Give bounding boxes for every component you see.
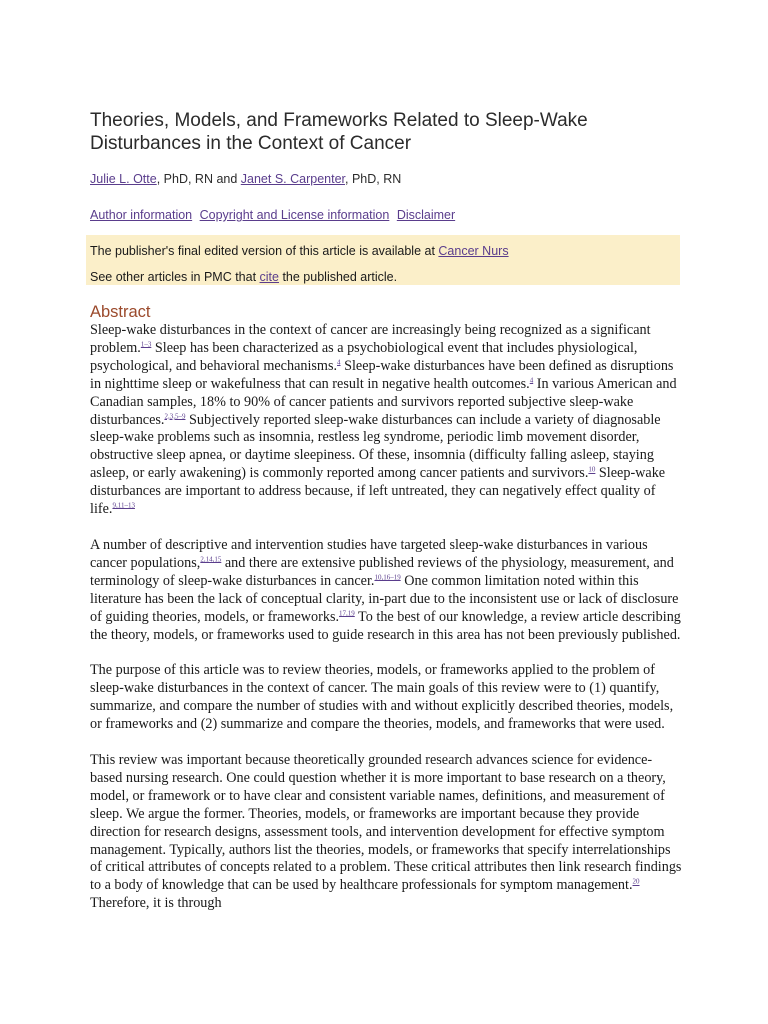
article-title: Theories, Models, and Frameworks Related to Sleep-Wake Disturbances in the Context of Cancer [90,110,588,154]
citation-ref[interactable]: 20 [632,877,640,886]
citation-ref[interactable]: 4 [337,358,341,367]
p1-sentence-2: Sleep has been characterized as a psychobiological event that includes physiological, psychological, and behavioral mechanisms. [90,339,638,374]
cite-notice-pre: See other articles in PMC that [90,270,260,284]
cite-link[interactable]: cite [259,270,279,284]
abstract-heading: Abstract [90,303,151,321]
author-link-otte[interactable]: Julie L. Otte [90,172,157,186]
abstract-paragraph-3: The purpose of this article was to review theories, models, or frameworks applied to the problem of sleep-wake disturbances in the context of cancer. The main goals of this review were to (1) quantify, summarize, and compare the number of studies with and without explicitly described theories, models, or frameworks and (2) summarize and compare the theories, models, and frameworks that were used. [90,662,674,733]
cite-notice-post: the published article. [278,270,398,284]
abstract-paragraph-1 [90,322,682,519]
citation-ref[interactable]: 4 [529,375,534,384]
cite-notice-line [90,269,397,286]
author2-credentials: , PhD, RN [345,172,402,186]
citation-ref[interactable]: 2,3,5–9 [164,411,186,420]
p2-sentence-1: A number of descriptive and intervention studies have targeted sleep-wake disturbances in various cancer populations, [90,536,648,571]
disclaimer-link[interactable]: Disclaimer [396,208,456,222]
p1-sentence-3: Sleep-wake disturbances have been defined as disruptions in nighttime sleep or wakefulness that can result in negative health outcomes. [90,357,674,392]
journal-link[interactable]: Cancer Nurs [438,244,509,258]
publisher-notice-text: The publisher's final edited version of this article is available at [90,244,439,258]
abstract-paragraph-2 [90,537,682,644]
abstract-paragraph-4 [90,752,682,913]
p2-sentence-3: One common limitation noted within this literature has been the lack of conceptual clarity, in-part due to the inconsistent use or lack of disclosure of guiding theories, models, or frameworks. [90,572,679,625]
p1-sentence-5: Subjectively reported sleep-wake disturbances can include a variety of diagnosable sleep-wake problems such as insomnia, restless leg syndrome, periodic limb movement disorder, obstructive sleep apnea, or daytime sleepiness. Of these, insomnia (difficulty falling asleep, staying asleep, or early awakening) is commonly reported among cancer patients and survivors. [90,411,661,482]
p1-sentence-6: Sleep-wake disturbances are important to address because, if left untreated, they can negatively effect quality of life. [90,465,666,518]
p2-sentence-2: and there are extensive published reviews of the physiology, measurement, and terminology of sleep-wake disturbances in cancer. [90,554,674,589]
p4-sentence-2: Therefore, it is through [90,895,222,912]
publisher-notice-box [86,235,680,285]
citation-ref[interactable]: 9,11–13 [112,501,135,510]
citation-ref[interactable]: 10,16–19 [374,573,401,582]
author-information-link[interactable]: Author information [90,208,193,222]
citation-ref[interactable]: 1–3 [140,340,152,349]
author-line [90,171,401,188]
citation-ref[interactable]: 17,19 [339,608,355,617]
article-meta-links [90,207,459,224]
p1-sentence-4: In various American and Canadian samples, 18% to 90% of cancer patients and survivors reported subjective sleep-wake disturbances. [90,375,677,428]
citation-ref[interactable]: 2,14,15 [200,555,222,564]
copyright-license-link[interactable]: Copyright and License information [199,208,390,222]
author1-credentials: , PhD, RN and [156,172,241,186]
p2-sentence-4: To the best of our knowledge, a review article describing the theory, models, or frameworks used to guide research in this area has not been previously published. [90,608,681,643]
author-link-carpenter[interactable]: Janet S. Carpenter [240,172,346,186]
p4-sentence-1: This review was important because theoretically grounded research advances science for evidence-based nursing research. One could question whether it is more important to base research on a theory, model, or framework or to have clear and consistent variable names, definitions, and measurement of sleep. We argue the former. Theories, models, or frameworks are important because they provide direction for research designs, assessment tools, and intervention development for effective symptom management. Typically, authors list the theories, models, or frameworks that specify interrelationships of critical attributes of concepts related to a problem. These critical attributes then link research findings to a body of knowledge that can be used by healthcare professionals for symptom management. [90,752,682,894]
p1-sentence-1: Sleep-wake disturbances in the context of cancer are increasingly being recognized as a significant problem. [90,322,651,356]
abstract-body [90,322,682,931]
publisher-notice-line [90,243,509,260]
citation-ref[interactable]: 10 [588,465,596,474]
